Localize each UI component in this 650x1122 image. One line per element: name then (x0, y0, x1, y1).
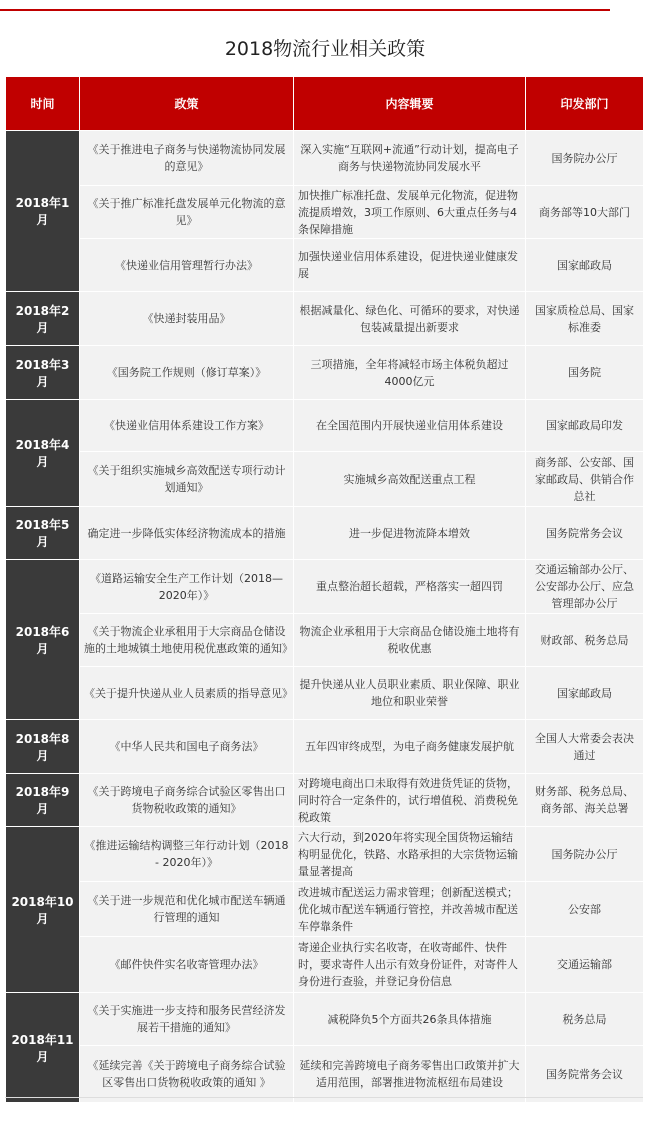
table-row (6, 774, 644, 827)
policy-cell: 《邮件快件实名收寄管理办法》 (80, 937, 294, 993)
table-row (6, 1046, 644, 1103)
table-row (6, 614, 644, 667)
dept-cell: 交通运输部办公厅、公安部办公厅、应急管理部办公厅 (526, 560, 644, 614)
dept-cell: 国家邮政局 (526, 667, 644, 720)
time-cell: 2018年5月 (6, 507, 80, 560)
policy-cell: 《快递封装用品》 (80, 292, 294, 346)
policy-cell: 《关于跨境电子商务综合试验区零售出口货物税收政策的通知》 (80, 774, 294, 827)
top-rule (0, 9, 610, 11)
table-row (6, 400, 644, 452)
dept-cell: 国家邮政局印发 (526, 400, 644, 452)
header-content: 内容辑要 (294, 77, 526, 131)
content-cell: 提升快递从业人员职业素质、职业保障、职业地位和职业荣誉 (294, 667, 526, 720)
content-cell: 六大行动，到2020年将实现全国货物运输结构明显优化，铁路、水路承担的大宗货物运输量显著提高 (294, 827, 526, 882)
content-cell: 加强快递业信用体系建设，促进快递业健康发展 (294, 239, 526, 292)
dept-cell: 国家邮政局 (526, 239, 644, 292)
content-cell: 深入实施“互联网+流通”行动计划，提高电子商务与快递物流协同发展水平 (294, 131, 526, 186)
policy-cell: 《关于推广标准托盘发展单元化物流的意见》 (80, 186, 294, 239)
content-cell: 加快推广标准托盘、发展单元化物流，促进物流提质增效，3项工作原则、6大重点任务与4条保障措施 (294, 186, 526, 239)
policy-cell: 《快递业信用体系建设工作方案》 (80, 400, 294, 452)
policy-cell: 《关于进一步规范和优化城市配送车辆通行管理的通知 (80, 882, 294, 937)
content-cell: 重点整治超长超载，严格落实一超四罚 (294, 560, 526, 614)
table-row (6, 292, 644, 346)
dept-cell: 公安部 (526, 882, 644, 937)
table-row (6, 239, 644, 292)
table-row (6, 131, 644, 186)
policy-cell: 《关于提升快递从业人员素质的指导意见》 (80, 667, 294, 720)
content-cell: 实施城乡高效配送重点工程 (294, 452, 526, 507)
content-cell: 寄递企业执行实名收寄，在收寄邮件、快件时，要求寄件人出示有效身份证件，对寄件人身份进行查验，并登记身份信息 (294, 937, 526, 993)
time-cell: 2018年1月 (6, 131, 80, 292)
time-cell: 2018年2月 (6, 292, 80, 346)
time-cell: 2018年9月 (6, 774, 80, 827)
header-time: 时间 (6, 77, 80, 131)
content-cell: 三项措施，全年将减轻市场主体税负超过4000亿元 (294, 346, 526, 400)
content-cell: 改进城市配送运力需求管理；创新配送模式；优化城市配送车辆通行管控，并改善城市配送车停靠条件 (294, 882, 526, 937)
dept-cell: 国家质检总局、国家标准委 (526, 292, 644, 346)
dept-cell: 国务院常务会议 (526, 507, 644, 560)
content-cell: 对跨境电商出口未取得有效进货凭证的货物，同时符合一定条件的，试行增值税、消费税免税政策 (294, 774, 526, 827)
policy-cell: 《关于组织实施城乡高效配送专项行动计划通知》 (80, 452, 294, 507)
policy-cell: 《国务院工作规则（修订草案）》 (80, 346, 294, 400)
header-policy: 政策 (80, 77, 294, 131)
table-row (6, 560, 644, 614)
time-cell: 2018年6月 (6, 560, 80, 720)
time-cell: 2018年10月 (6, 827, 80, 993)
table-row (6, 882, 644, 937)
content-cell: 根据减量化、绿色化、可循环的要求，对快递包装减量提出新要求 (294, 292, 526, 346)
table-header-row (6, 77, 644, 131)
policy-cell: 《延续完善《关于跨境电子商务综合试验区零售出口货物税收政策的通知 》 (80, 1046, 294, 1103)
time-cell: 2018年3月 (6, 346, 80, 400)
content-cell: 减税降负5个方面共26条具体措施 (294, 993, 526, 1046)
policy-cell: 《关于物流企业承租用于大宗商品仓储设施的土地城镇土地使用税优惠政策的通知》 (80, 614, 294, 667)
table-row (6, 993, 644, 1046)
header-dept: 印发部门 (526, 77, 644, 131)
policy-cell: 《快递业信用管理暂行办法》 (80, 239, 294, 292)
page-title: 2018物流行业相关政策 (224, 38, 426, 60)
table-row (6, 720, 644, 774)
content-cell: 延续和完善跨境电子商务零售出口政策并扩大适用范围，部署推进物流枢纽布局建设 (294, 1046, 526, 1103)
policy-table (5, 76, 644, 1103)
dept-cell: 商务部等10大部门 (526, 186, 644, 239)
dept-cell: 财政部、税务总局 (526, 614, 644, 667)
time-cell: 2018年4月 (6, 400, 80, 507)
table-row (6, 827, 644, 882)
content-cell: 进一步促进物流降本增效 (294, 507, 526, 560)
content-cell: 物流企业承租用于大宗商品仓储设施土地将有税收优惠 (294, 614, 526, 667)
table-row (6, 346, 644, 400)
dept-cell: 税务总局 (526, 993, 644, 1046)
policy-cell: 《道路运输安全生产工作计划（2018—2020年）》 (80, 560, 294, 614)
table-row (6, 937, 644, 993)
dept-cell: 交通运输部 (526, 937, 644, 993)
dept-cell: 国务院办公厅 (526, 131, 644, 186)
table-row (6, 186, 644, 239)
content-cell: 五年四审终成型，为电子商务健康发展护航 (294, 720, 526, 774)
dept-cell: 财务部、税务总局、商务部、海关总署 (526, 774, 644, 827)
dept-cell: 国务院常务会议 (526, 1046, 644, 1103)
time-cell: 2018年8月 (6, 720, 80, 774)
table-row (6, 507, 644, 560)
table-row (6, 667, 644, 720)
dept-cell: 国务院 (526, 346, 644, 400)
dept-cell: 国务院办公厅 (526, 827, 644, 882)
policy-cell: 《中华人民共和国电子商务法》 (80, 720, 294, 774)
dept-cell: 全国人大常委会表决通过 (526, 720, 644, 774)
table-row (6, 452, 644, 507)
policy-cell: 《关于实施进一步支持和服务民营经济发展若干措施的通知》 (80, 993, 294, 1046)
dept-cell: 商务部、公安部、国家邮政局、供销合作总社 (526, 452, 644, 507)
bottom-rule (5, 1097, 643, 1098)
time-cell: 2018年11月 (6, 993, 80, 1103)
content-cell: 在全国范围内开展快递业信用体系建设 (294, 400, 526, 452)
policy-cell: 确定进一步降低实体经济物流成本的措施 (80, 507, 294, 560)
policy-cell: 《关于推进电子商务与快递物流协同发展的意见》 (80, 131, 294, 186)
policy-cell: 《推进运输结构调整三年行动计划（2018 - 2020年）》 (80, 827, 294, 882)
